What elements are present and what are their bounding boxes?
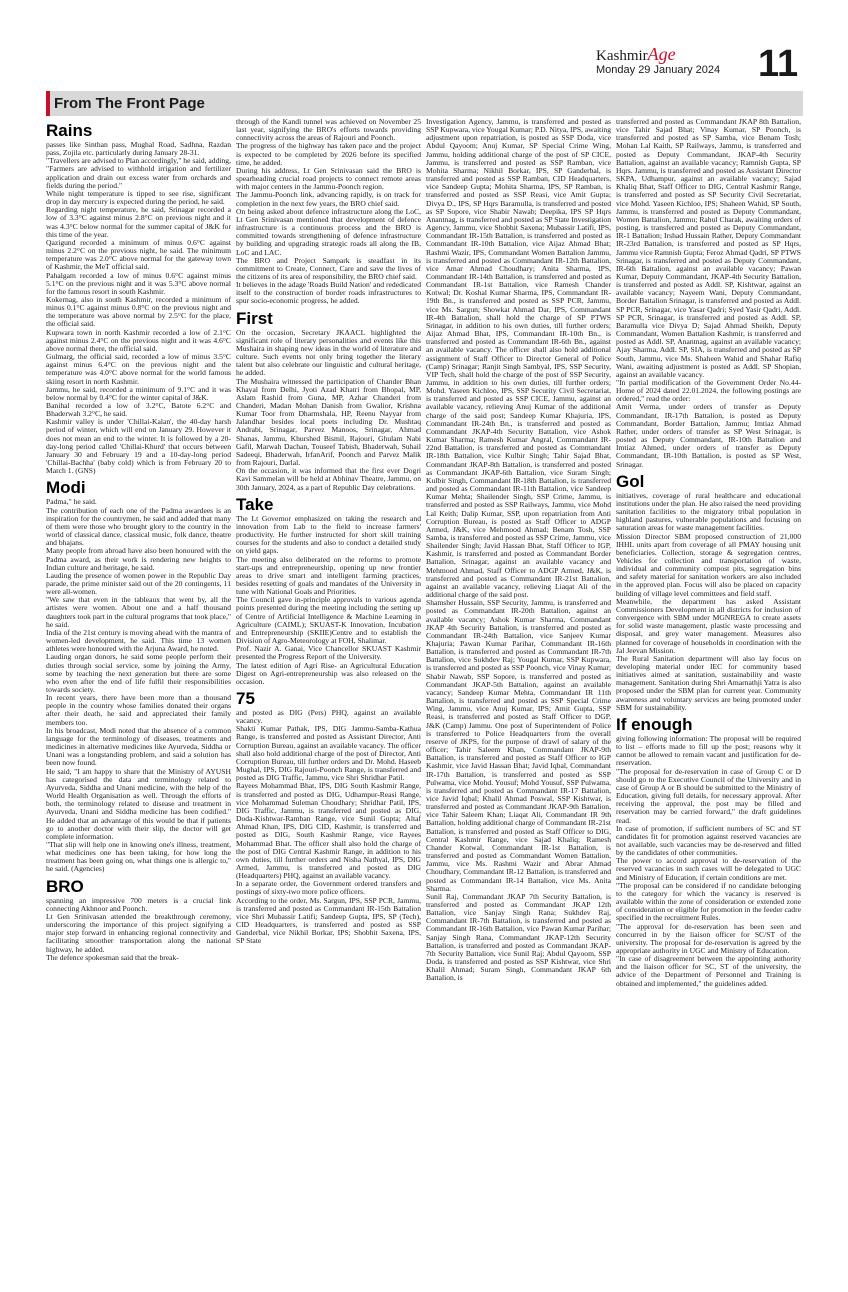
paragraph: Sunil Raj, Commandant JKAP 7th Security Battalion, is transferred and posted as Commandant JKAP 12th Battalion, vice Sanjay Singh Rana; Sukhdev Raj, Commandant IR-7th Battalion, is transferred and posted as Commandant IR-16th Battalion, vice Pawan Kumar Parihar; Sanjay Singh Rana, Commandant JKAP-12th Security Battalion, is transferred and posted as Commandant JKAP-7th Security Battalion, vice Sunil Raj; Abdul Qayoom, SSP Doda, is transferred and posted as SSP Kishtwar, vice Shri Khalil Ahmad; Suram Singh, Commandant JKAP 6th Battalion, is — [426, 891, 611, 983]
paragraph: The progress of the highway has taken pace and the project is expected to be completed by 2026 before its specified time, he added. — [236, 141, 421, 167]
paragraph: The latest edition of Agri Rise- an Agricultural Education Digest on Agri-entrepreneurship was also released on the occasion. — [236, 660, 421, 686]
paragraph: Many people from abroad have also been honoured with the Padma award, as their work is rendering new heights to Indian culture and heritage, he said. — [46, 546, 231, 572]
article-body-rains — [46, 141, 231, 475]
article-body-75-continued — [426, 118, 611, 983]
paragraph: "Travellers are advised to Plan accordingly," he said, adding, "Farmers are advised to withhold irrigation and fertilizer application and drain out excess water from orchards and fields during the period." — [46, 156, 231, 190]
paragraph: transferred and posted as Commandant JKAP 8th Battalion, vice Tahir Sajad Bhat; Vinay Kumar, SP Poonch, is transferred and posted as SP Samba, vice Benam Tosh; Mohan Lal Kaith, SP Railways, Jammu, is transferred and posted as Deputy Commandant, JKAP-4th Security Battalion, against an available vacancy; Ramnish Gupta, SP Hqrs. Jammu, is transferred and posted as Assistant Director SKPA, Udhampur, against an available vacancy; Sajad Khaliq Bhat, Staff Officer to DIG, Central Kashmir Range, is transferred and posted as SP Security Civil Secretariat, vice Mohd. Yaseen Kichloo, IPS; Shaheen Wahid, SP South, Jammu, is transferred and posted as Deputy Commandant, Women Battalion, Jammu; Rahul Charak, awaiting orders of posting, is transferred and posted as Deputy Commandant, IR-1 Battalion; Irshad Hussain Rather, Deputy Commandant IR-23rd Battalion, is transferred and posted as SP Hqrs, Jammu vice Ramnish Gupta; Feroz Ahmad Qadri, SP PTWS Srinagar, is transferred and posted as Deputy Commandant, IR-6th Battalion, against an available vacancy; Pawan Kumar, Deputy Commandant, JKAP-4th Security Battalion, is transferred and posted as Addl. SP, Kishtwar, against an available vacancy; Nayeem Wani, Deputy Commandant, Border Battalion Srinagar, is transferred and posted as Addl. SP PCR, Srinagar, vice Yasar Qadri; Syed Yasir Qadri, Addl. SP PCR, Srinagar, is transferred and posted as Addl. SP, Baramulla vice Divya D; Sajad Ahmad Sheikh, Deputy Commandant, Women Battalion Kashmir, is transferred and posted as Addl. SP, Anantnag, against an available vacancy; Ajay Sharma, Addl. SP, SIA, is transferred and posted as SP South, Jammu, vice Ms. Shaheen Wahid and Shahar Rafiq Wani, awaiting adjustment is posted as Addl. SP Shopian, against an available vacancy. — [616, 118, 801, 379]
article-body-bro-continued — [236, 118, 421, 306]
paragraph: through of the Kandi tunnel was achieved on November 25 last year, signifying the BRO's efforts towards providing connectivity across the areas of Rajouri and Poonch. — [236, 118, 421, 143]
paragraph: According to the order, Ms. Sargun, IPS, SSP PCR, Jammu, is transferred and posted as Commandant IR-15th Battalion vice Shri Mubassir Latifi; Sandeep Gupta, IPS, SP (Tech), CID Headquarters, is transferred and posted as SSP Ganderbal, vice Nikhil Borkar, IPS; Shobhit Saxena, IPS, SP State — [236, 895, 421, 946]
paragraph: In recent years, there have been more than a thousand people in the country whose families donated their organs after their death, he said and appreciated their family members too. — [46, 693, 231, 727]
paragraph: The defence spokesman said that the break- — [46, 952, 179, 962]
paragraph: During his address, Lt Gen Srinivasan said the BRO is spearheading crucial road projects to connect remote areas with major centers in the Jammu-Poonch region. — [236, 165, 421, 192]
paragraph: Banihal recorded a low of 3.2°C, Batote 6.2°C and Bhaderwah 3.2°C, he said. — [46, 401, 231, 419]
paragraph: initiatives, coverage of rural healthcare and educational institutions under the plan. He also raised the need providing sanitation facilities to the migratory tribal population in highland pastures, vulnerable populations and focusing on saturation areas for waste management facilities. — [616, 490, 801, 533]
paragraph: In his broadcast, Modi noted that the absence of a common language for the terminology of diseases, treatments and medicines in alternative medicines like Ayurveda, Siddha or Unani was a longstanding problem, and said a solution has been now found. — [46, 725, 231, 768]
paragraph: Pahalgam recorded a low of minus 0.6°C against minus 5.1°C on the previous night and it was 5.3°C above normal for the famous resort in south Kashmir. — [46, 270, 231, 296]
article-heading-rains: Rains — [46, 121, 93, 140]
paragraph: The Council gave in-principle approvals to various agenda points presented during the meeting including the setting up of Centre of Artificial Intelligence & Machine Learning in Agriculture (CAIML); SKUAST-K Innovation, Incubation and Entrepreneurship (SKIIE)Centre and to establish the Division of Agro-Meteorology at FOH, Shalimar. — [236, 595, 421, 646]
paragraph: Kokernag, also in south Kashmir, recorded a minimum of minus 0.1°C against minus 0.8°C on the previous night and the temperature was above normal by 2.5°C for the place, the official said. — [46, 294, 231, 329]
paragraph: Kashmir valley is under 'Chillai-Kalan', the 40-day harsh period of winter, which will end on January 29. However it does not mean an end to the winter. It is followed by a 20-day-long period called 'Chillai-Khurd' that occurs between January 30 and February 19 and a 10-day-long period 'Chillai-Bachha' (baby cold) which is from February 20 to March 1. (GNS) — [46, 417, 231, 476]
article-body-if-enough — [616, 735, 801, 988]
article-body-75 — [236, 709, 421, 946]
section-title: From The Front Page — [46, 91, 803, 116]
paragraph: Shamsher Hussain, SSP Security, Jammu, is transferred and posted as Commandant IR-20th Battalion, against an available vacancy; Ashok Kumar Sharma, Commandant JKAP 4th Security Battalion, is transferred and posted as Commandant IR-24th Battalion, vice Sanjeev Kumar Khajuria; Pawan Kumar Parihar, Commandant IR-16th Battalion, is transferred and posted as Commandant IR-7th Battalion, vice Sukhdev Raj; Yougal Kumar, SSP Kupwara, is transferred and posted as SSP Poonch, vice Vinay Kumar; Shabir Nawab, SSP Sopore, is transferred and posted as Commandant JKAP-5th Battalion, against an available vacancy; Sandeep Kumar Mehta, Commandant IR 11th Battalion, is transferred and posted as SSP Special Crime Wing, Jammu, vice Anuj Kumar, IPS; Amit Gupta, SSP Reasi, is transferred and posted as Staff Officer to DGP, J&K (Camp) Jammu. One post of Superintendent of Police is transferred to Police Headquarters from the overall reserve of JKPS, for the purpose of drawl of salary of the officer; Tahir Saleem Khan, Commandant JKAP-9th Battalion, is transferred and posted as Staff Officer to IGP Kashmir, vice Javid Hassan Bhat; Javid Iqbal, Commandant IR-17th Battalion, is transferred and posted as SSP Pulwama, vice Mohd. Yousuf; Mohd Yousuf, SSP Pulwama, is transferred and posted as Commandant IR-17 Battalion, vice Javid Iqbal; Khalil Ahmad Poswal, SSP Kishtwar, is transferred and posted as Commandant JKAP-9th Battalion, vice Tahir Saleem Khan; Liaqat Ali, Commandant IR 9th Battalion, holding additional charge of Commandant IR-21st Battalion, is transferred and posted as Staff Officer to DIG, Central Kashmir Range, vice Sajad Khaliq; Ramesh Chander Kotwal, Commandant IR-1st Battalion, is transferred and posted as Commandant Women Battalion, Jammu, vice Ms. Rashmi Wazir and Abrar Ahmad Choudhary, Commandant IR-12 Battalion, is transferred and posted as Commandant IR-14 Battalion, vice Ms. Anita Sharma. — [426, 598, 611, 893]
paragraph: "In partial modification of the Government Order No.44-Home of 2024 dated 22.01.2024, the following postings are ordered," read the order: — [616, 378, 801, 404]
article-body-75-continued-2 — [616, 118, 801, 469]
article-heading-bro: BRO — [46, 876, 84, 896]
paragraph: giving following information: The proposal will be required to list – efforts made to fill up the post; reasons why it cannot be allowed to remain vacant and justification for de-reservation. — [616, 733, 801, 768]
paragraph: "That slip will help one in knowing one's illness, treatment, what medicines one has been taking, for how long the treatment has been going on, what things one is allergic to," he said. (Agencies) — [46, 839, 231, 874]
paragraph: Kupwara town in north Kashmir recorded a low of 2.1°C against minus 2.4°C on the previous night and it was 4.6°C above normal there, the official said. — [46, 327, 231, 353]
paragraph: passes like Sinthan pass, Mughal Road, Sadhna, Razdan pass, Zojila etc. particularly during January 28-31. — [46, 140, 231, 158]
paragraph: Regarding night temperature, he said, Srinagar recorded a low of 3.3°C against minus 2.8°C on previous night and it was 4.3°C below normal for the summer capital of J&K for this time of the year. — [46, 205, 231, 239]
column-4 — [616, 118, 801, 1288]
paragraph: Lauding the presence of women power in the Republic Day parade, the prime minister said out of the 20 contingents, 11 were all-women. — [46, 570, 231, 597]
paragraph: While night temperature is tipped to see rise, significant drop in day mercury is expected during the period, he said. — [46, 188, 231, 207]
paragraph: "The proposal for de-reservation in case of Group C or D should go to the Executive Council of the University and in case of Group A or B should be submitted to the Ministry of Education, giving full details, for necessary approval. After receiving the approval, the post may be filled and reservation may be carried forward," the draft guidelines read. — [616, 766, 801, 825]
paragraph: Shakti Kumar Pathak, IPS, DIG Jammu-Samba-Kathua Range, is transferred and posted as Assistant Director, Anti Corruption Bureau, against an available vacancy. The officer shall also hold additional charge of the post of Director, Anti Corruption Bureau, till further orders and Dr. Mohd. Haseeb Mughal, IPS, DIG Rajouri-Poonch Range, is transferred and posted as DIG Traffic, Jammu, vice Shri Shridhar Patil. — [236, 724, 421, 783]
paragraph: The power to accord approval to de-reservation of the reserved vacancies in such cases will be delegated to UGC and Ministry of Education, if certain conditions are met. — [616, 856, 801, 882]
column-1 — [46, 118, 231, 1288]
paragraph: The Jammu-Poonch link, advancing rapidly, is on track for completion in the next few years, the BRO chief said. — [236, 190, 421, 208]
paragraph: "In case of disagreement between the appointing authority and the liaison officer for SC, ST of the university, the advice of the Department of Personnel and Training is obtained and implemented," the guidelines added. — [616, 954, 801, 988]
masthead — [596, 46, 726, 77]
paragraph: The Rural Sanitation department will also lay focus on developing material under IEC for community based initiatives aimed at sanitation, sustainability and waste management. Sanitation during Shri Amarnathji Yatra is also proposed under the SBM plan for current year. Community awareness and voluntary services are being promoted under SBM for sustainability. — [616, 653, 801, 712]
paragraph: Padma," he said. — [46, 497, 97, 507]
paragraph: Prof. Nazir A. Ganai, Vice Chancellor SKUAST Kashmir presented the Progress Report of the University. — [236, 644, 421, 662]
paragraph: spanning an impressive 700 meters is a crucial link connecting Akhnoor and Poonch. — [46, 895, 231, 913]
paragraph: It believes in the adage 'Roads Build Nation' and rededicated itself to the construction of border roads infrastructures to spur socio-economic progress, he added. — [236, 280, 421, 306]
paragraph: Gulmarg, the official said, recorded a low of minus 3.5°C against minus 6.4°C on the previous night and the temperature was 4.0°C above normal for the world famous skiing resort in north Kashmir. — [46, 352, 231, 386]
paragraph: On the occasion, Secretary JKAACL highlighted the significant role of literary personalities and events like this Mushaira in shaping new ideas in the world of literature and culture. Such events not only bring together the literary talent but also celebrate our linguistic and cultural heritage, he added. — [236, 327, 421, 378]
paragraph: and posted as DIG (Pers) PHQ, against an available vacancy. — [236, 708, 421, 726]
article-heading-gol: Gol — [616, 471, 645, 491]
paragraph: Mission Director SBM proposed construction of 21,000 IHHL units apart from coverage of all PMAY housing unit beneficiaries. Collection, storage & segregation centres, Vehicles for collection and transportation of waste, individual and community compost pits, segregation bins and safety material for sanitation workers are also included in the approved plan. Focus will also be placed on capacity building of village level committees and field staff. — [616, 531, 801, 598]
article-heading-first: First — [236, 308, 273, 328]
paragraph: The Lt Governor emphasized on taking the research and innovation from Lab to the field to increase farmers' productivity. He further instructed for short skill training courses for the students and also to conduct a detailed study on yield gaps. — [236, 513, 421, 556]
article-heading-modi: Modi — [46, 478, 86, 498]
article-body-bro — [46, 897, 231, 962]
column-3 — [426, 118, 611, 1288]
paragraph: India of the 21st century is moving ahead with the mantra of women-led development, he said. This time 13 women athletes were honoured with the Arjuna Award, he noted. — [46, 627, 231, 654]
newspaper-logo: KashmirAge — [596, 44, 676, 64]
paragraph: The meeting also deliberated on the reforms to promote start-ups and entrepreneurship, opening up new frontier areas to drive smart and intelligent farming practices, besides resetting of goals and mandates of the University in tune with National Goals and Priorities. — [236, 554, 421, 597]
paragraph: Rayees Mohammad Bhat, IPS, DIG South Kashmir Range, is transferred and posted as DIG, Udhampur-Reasi Range, vice Mohammad Suleman Choudhary; Shridhar Patil, IPS, DIG Traffic, Jammu, is transferred and posted as DIG, Doda-Kishtwar-Ramban Range, vice Sunil Gupta; Altaf Ahmad Khan, IPS, DIG CID, Kashmir, is transferred and posted as DIG, South Kashmir Range, vice Rayees Mohammad Bhat. The officer shall also hold the charge of the post of DIG Central Kashmir Range, in addition to his own duties, till further orders and Nisha Nathyal, IPS, DIG Armed, Jammu, is transferred and posted as DIG (Headquarters) PHQ, against an available vacancy. — [236, 781, 421, 881]
column-2 — [236, 118, 421, 1288]
paragraph: The BRO and Project Sampark is steadfast in its commitment to Create, Connect, Care and save the lives of the citizens of its area of responsibility, the BRO chief said. — [236, 255, 421, 281]
paragraph: Lt Gen Srinivasan attended the breakthrough ceremony, underscoring the importance of this project signifying a major step forward in enhancing regional connectivity and facilitating smoother transportation along the national highway, he added. — [46, 911, 231, 954]
paragraph: Lauding organ donors, he said some people perform their duties through social service, some by joining the Army, some by teaching the next generation but there are some who even after the end of life fulfil their responsibilities towards society. — [46, 652, 231, 694]
paragraph: Qazigund recorded a minimum of minus 0.6°C against minus 2.2°C on the previous night, he said. The minimum temperature was 2.0°C above normal for the gateway town of Kashmir, the MeT official said. — [46, 237, 231, 272]
paragraph: "The proposal can be considered if no candidate belonging to the category for which the vacancy is reserved is available within the zone of consideration or extended zone of consideration or eligible for promotion in the feeder cadre specified in the recruitment Rules. — [616, 880, 801, 923]
paragraph: On being asked about defence infrastructure along the LoC, Lt Gen Srinivasan mentioned that development of defence infrastructure is a continuous process and the BRO is committed towards strengthening of defence infrastructure by building and upgrading strategic roads all along the IB, LoC and LAC. — [236, 206, 421, 257]
paragraph: "The approval for de-reservation has been seen and concurred in by the liaison officer for SC/ST of the university. The proposal for de-reservation is agreed by the appropriate authority in UGC and Ministry of Education. — [616, 921, 801, 955]
article-heading-if-enough: If enough — [616, 714, 693, 734]
paragraph: The contribution of each one of the Padma awardees is an inspiration for the countrymen, he said and added that many of them were those who brought glory to the country in the world of classical dance, classical music, folk dance, theatre and bhajans. — [46, 505, 231, 548]
paragraph: The Mushaira witnessed the participation of Chander Bhan Khayal from Delhi, Jyoti Azad Khatri from Bhopal, MP, Aslam Rashid from Guna, MP, Azhar Chanderi from Chanderi, Madan Mohan Danish from Gwalior, Krishna Kumar Toor from Dharmshala, HP, Reenu Nayyar from Jalandhar besides local poets including Dr. Mushtaq Andrabi, Srinagar, Parvez Manoos, Srinagar, Ahmad Shanas, Jammu, Khurshed Bismil, Rajouri, Ghulam Nabi Gafil, Marwah Dachan, Touseef Tabish, Bhaderwah, Suhail Sadeeqi, Bhaderwah, IrfanArif, Poonch and Parvez Malik from Rajouri, Darlal. — [236, 376, 421, 468]
paragraph: In a separate order, the Government ordered transfers and postings of sixty-two more police officers. — [236, 879, 421, 897]
page-number: 11 — [758, 43, 799, 85]
paragraph: Amit Verma, under orders of transfer as Deputy Commandant, IR-17th Battalion, is posted as Deputy Commandant, Border Battalion, Jammu; Imtiaz Ahmad Rather, under orders of transfer as SP West Srinagar, is posted as Deputy Commandant, IR-10th Battalion and Imtiaz Ahmed, under orders of transfer as Deputy Commandant, IR-10th Battalion, is posted as SP West, Srinagar. — [616, 402, 801, 469]
paragraph: In case of promotion, if sufficient numbers of SC and ST candidates fit for promotion against reserved vacancies are not available, such vacancies may be de-reserved and filled by the candidates of other communities. — [616, 823, 801, 858]
article-body-first — [236, 329, 421, 492]
article-heading-75: 75 — [236, 689, 255, 708]
paragraph: He said, "I am happy to share that the Ministry of AYUSH has categorised the data and terminology related to Ayurveda, Siddha and Unani medicine, with the help of the World Health Organisation as well. Through the efforts of both, the terminology related to disease and treatment in Ayurveda, Unani and Siddha medicine has been codified." He added that an advantage of this would be that if patients go to another doctor with their slip, the doctor will get complete information. — [46, 766, 231, 841]
article-body-gol — [616, 492, 801, 712]
paragraph: "We saw that even in the tableaux that went by, all the artistes were women. About one and a half thousand daughters took part in the cultural programs that took place," he said. — [46, 595, 231, 629]
paragraph: Meanwhile, the department has asked Assistant Commissioners Development in all districts for inclusion of convergence with SBM under MGNREGA to create assets for solid waste management, plastic waste processing and disposal, and grey water management. Measures also planned for coverage of households in coordination with the Jal Jeevan Mission. — [616, 596, 801, 655]
paragraph: On the occasion, it was informed that the first ever Dogri Kavi Sammelan will be held at Abhinav Theatre, Jammu, on 30th January, 2024, as a part of Republic Day celebrations. — [236, 466, 421, 492]
article-body-modi — [46, 498, 231, 873]
paragraph: Jammu, he said, recorded a minimum of 9.1°C and it was below normal by 0.4°C for the winter capital of J&K. — [46, 384, 231, 402]
paragraph: Investigation Agency, Jammu, is transferred and posted as SSP Kupwara, vice Yougal Kumar; P.D. Nitya, IPS, awaiting adjustment upon repatriation, is posted as SSP Doda, vice Abdul Qayoom; Anuj Kumar, SP Special Crime Wing, Jammu, holding additional charge of the post of SP CICE, Jammu, is transferred and posted as SSP Ramban, vice Mohita Sharma; Nikhil Borkar, IPS, SP Ganderbal, is transferred and posted as SSP Ramban, CID Headquarters, vice Sandeep Gupta; Mohita Sharma, IPS, SP Ramban, is transferred and posted as SSP Reasi, vice Amit Gupta; Divya D., IPS, SP Hqrs Baramulla, is transferred and posted as SP Sopore, vice Shabir Nawab; Deepika, IPS SP Hqrs Anantnag, is transferred and posted as SP State Investigation Agency, Jammu, vice Shobhit Saxena; Mubassir Latifi, IPS, Commandant IR-15th Battalion, is transferred and posted as Commandant IR-10th Battalion, vice Aijaz Ahmad Bhat; Rashmi Wazir, IPS, Commandant Women Battalion Jammu, is transferred and posted as Commandant IR-12th Battalion, vice Amar Ahmad Choudhary; Anita Sharma, IPS, Commandant IR-14th Battalion, is transferred and posted as Commandant IR-1st Battalion, vice Ramesh Chander Kotwal; Dr. Koshal Kumar Sharma, IPS, Commandant IR-19th Bn., is transferred and posted as SSP PCR, Jammu, vice Ms. Sargun; Showkat Ahmad Dar, IPS, Commandant IR-4th Battalion, shall hold the charge of SP PTWS Srinagar, in addition to his own duties, till further orders; Aijaz Ahmad Bhat, IPS, Commandant IR-10th Bn., is transferred and posted as Commandant IR-6th Bn., against an available vacancy. The officer shall also hold additional assignment of Staff Officer to Director General of Police (Camp) Srinagar; Ranjit Singh Sambyal, IPS, SSP Security, VIP Tech, shall hold the charge of the post of SSP Security, Jammu, in addition to his own duties, till further orders; Mohd. Yaseen Kichloo, IPS, SSP Security Civil Secretariat, is transferred and posted as SSP CICE, Jammu, against an available vacancy, relieving Anuj Kumar of the additional charge of the said post; Sandeep Kumar Khajuria, IPS, Commandant IR-24th Bn., is transferred and posted as Commandant JKAP-4th Security Battalion, vice Ashok Kumar Sharma; Ramesh Kumar Angral, Commandant IR-22nd Battalion, is transferred and posted as Commandant IR-18th Battalion, vice Kulbir Singh; Tahir Sajad Bhat, Commandant JKAP-8th Battalion, is transferred and posted as Commandant JKAP-6th Battalion, vice Suram Singh; Kulbir Singh, Commandant IR-18th Battalion, is transferred and posted as Commandant IR-11th Battalion, vice Sandeep Kumar Mehta; Shailender Singh, SSP Crime, Jammu, is transferred and posted as SSP Railways, Jammu, vice Mohd Lal Keith; Dalip Kumar, SSP, upon repatriation from Anti Corruption Bureau, is posted as Staff Officer to ADGP Armed, J&K, vice Mehmood Ahmad; Benam Tosh, SSP Samba, is transferred and posted as SSP Crime, Jammu, vice Shailender Singh; Javid Hassan Bhat, Staff Officer to IGP, Kashmir, is transferred and posted as Commandant Border Battalion, Srinagar, against an available vacancy and Mehmood Ahmad, Staff Officer to ADGP Armed, J&K, is transferred and posted as Commandant IR-21st Battalion, against an available vacancy, relieving Liaqat Ali of the additional charge of the said post. — [426, 118, 611, 600]
article-body-take — [236, 515, 421, 686]
article-heading-take: Take — [236, 494, 274, 514]
issue-date: Monday 29 January 2024 — [596, 64, 721, 76]
